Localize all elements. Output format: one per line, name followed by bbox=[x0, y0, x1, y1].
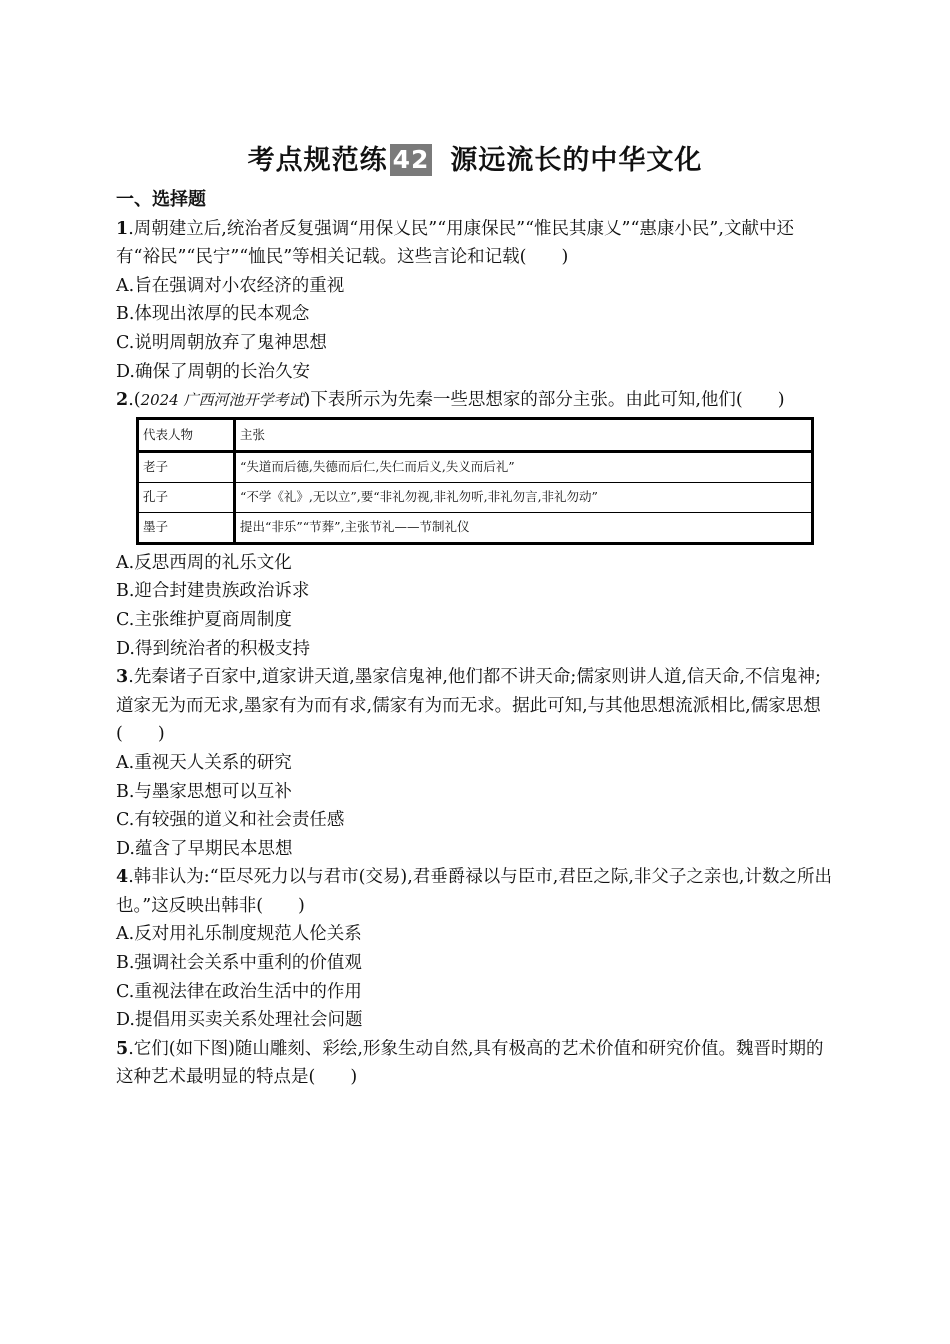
question-list bbox=[116, 186, 832, 1092]
question-number: 1 bbox=[116, 218, 129, 239]
table-cell: 孔子 bbox=[138, 482, 235, 512]
question-number: 5 bbox=[116, 1038, 129, 1059]
question-stem: 2.(2024 广西河池开学考试)下表所示为先秦一些思想家的部分主张。由此可知,他们( ) bbox=[116, 390, 785, 411]
option-d[interactable]: D.得到统治者的积极支持 bbox=[116, 638, 310, 659]
option-a[interactable]: A.反对用礼乐制度规范人伦关系 bbox=[116, 924, 362, 945]
table-row bbox=[138, 512, 813, 543]
option-c[interactable]: C.重视法律在政治生活中的作用 bbox=[116, 981, 362, 1002]
option-b[interactable]: B.与墨家思想可以互补 bbox=[116, 781, 292, 802]
title-prefix: 考点规范练 bbox=[247, 145, 388, 176]
option-d[interactable]: D.提倡用买卖关系处理社会问题 bbox=[116, 1010, 363, 1031]
question-5 bbox=[116, 1035, 832, 1092]
title-number-badge: 42 bbox=[390, 144, 433, 176]
page-title bbox=[0, 138, 950, 177]
question-text: .先秦诸子百家中,道家讲天道,墨家信鬼神,他们都不讲天命;儒家则讲人道,信天命,不信鬼神;道家无为而无求,墨家有为而有求,儒家有为而无求。据此可知,与其他思想流派相比,儒家思想( ) bbox=[116, 667, 821, 745]
table-header-cell: 代表人物 bbox=[138, 418, 235, 451]
question-stem bbox=[116, 215, 832, 272]
thinkers-table bbox=[136, 417, 814, 545]
title-main: 源远流长的中华文化 bbox=[450, 145, 703, 176]
question-stem bbox=[116, 863, 832, 920]
table-row bbox=[138, 482, 813, 512]
option-d[interactable]: D.确保了周朝的长治久安 bbox=[116, 361, 310, 382]
option-d[interactable]: D.蕴含了早期民本思想 bbox=[116, 838, 293, 859]
option-c[interactable]: C.说明周朝放弃了鬼神思想 bbox=[116, 332, 327, 353]
question-stem bbox=[116, 663, 832, 749]
question-stem bbox=[116, 1035, 832, 1092]
question-number: 2 bbox=[116, 390, 129, 411]
question-2 bbox=[116, 386, 832, 663]
option-a[interactable]: A.重视天人关系的研究 bbox=[116, 752, 292, 773]
option-b[interactable]: B.迎合封建贵族政治诉求 bbox=[116, 581, 310, 602]
question-number: 4 bbox=[116, 867, 129, 888]
option-c[interactable]: C.有较强的道义和社会责任感 bbox=[116, 810, 345, 831]
question-text: .韩非认为:“臣尽死力以与君市(交易),君垂爵禄以与臣市,君臣之际,非父子之亲也,计数之所出也。”这反映出韩非( ) bbox=[116, 867, 832, 916]
question-source: 2024 广西河池开学考试 bbox=[140, 391, 304, 410]
question-text: .它们(如下图)随山雕刻、彩绘,形象生动自然,具有极高的艺术价值和研究价值。魏晋时期的这种艺术最明显的特点是( ) bbox=[116, 1038, 824, 1088]
question-text: )下表所示为先秦一些思想家的部分主张。由此可知,他们( ) bbox=[303, 390, 785, 411]
question-text: .周朝建立后,统治者反复强调“用保乂民”“用康保民”“惟民其康乂”“惠康小民”,文献中还有“裕民”“民宁”“恤民”等相关记载。这些言论和记载( ) bbox=[116, 218, 794, 268]
table-cell: “不学《礼》,无以立”,要“非礼勿视,非礼勿听,非礼勿言,非礼勿动” bbox=[235, 482, 813, 512]
table-cell: 提出“非乐”“节葬”,主张节礼——节制礼仪 bbox=[235, 512, 813, 543]
option-a[interactable]: A.反思西周的礼乐文化 bbox=[116, 552, 292, 573]
option-b[interactable]: B.强调社会关系中重利的价值观 bbox=[116, 953, 362, 974]
section-heading: 一、选择题 bbox=[116, 189, 206, 210]
table-row bbox=[138, 451, 813, 482]
question-number: 3 bbox=[116, 667, 129, 688]
question-1 bbox=[116, 215, 832, 387]
question-4 bbox=[116, 863, 832, 1035]
table-cell: 墨子 bbox=[138, 512, 235, 543]
option-c[interactable]: C.主张维护夏商周制度 bbox=[116, 609, 292, 630]
table-header-row bbox=[138, 418, 813, 451]
question-3 bbox=[116, 663, 832, 863]
table-cell: “失道而后德,失德而后仁,失仁而后义,失义而后礼” bbox=[235, 451, 813, 482]
option-a[interactable]: A.旨在强调对小农经济的重视 bbox=[116, 275, 345, 296]
table-header-cell: 主张 bbox=[235, 418, 813, 451]
option-b[interactable]: B.体现出浓厚的民本观念 bbox=[116, 304, 310, 325]
table-cell: 老子 bbox=[138, 451, 235, 482]
